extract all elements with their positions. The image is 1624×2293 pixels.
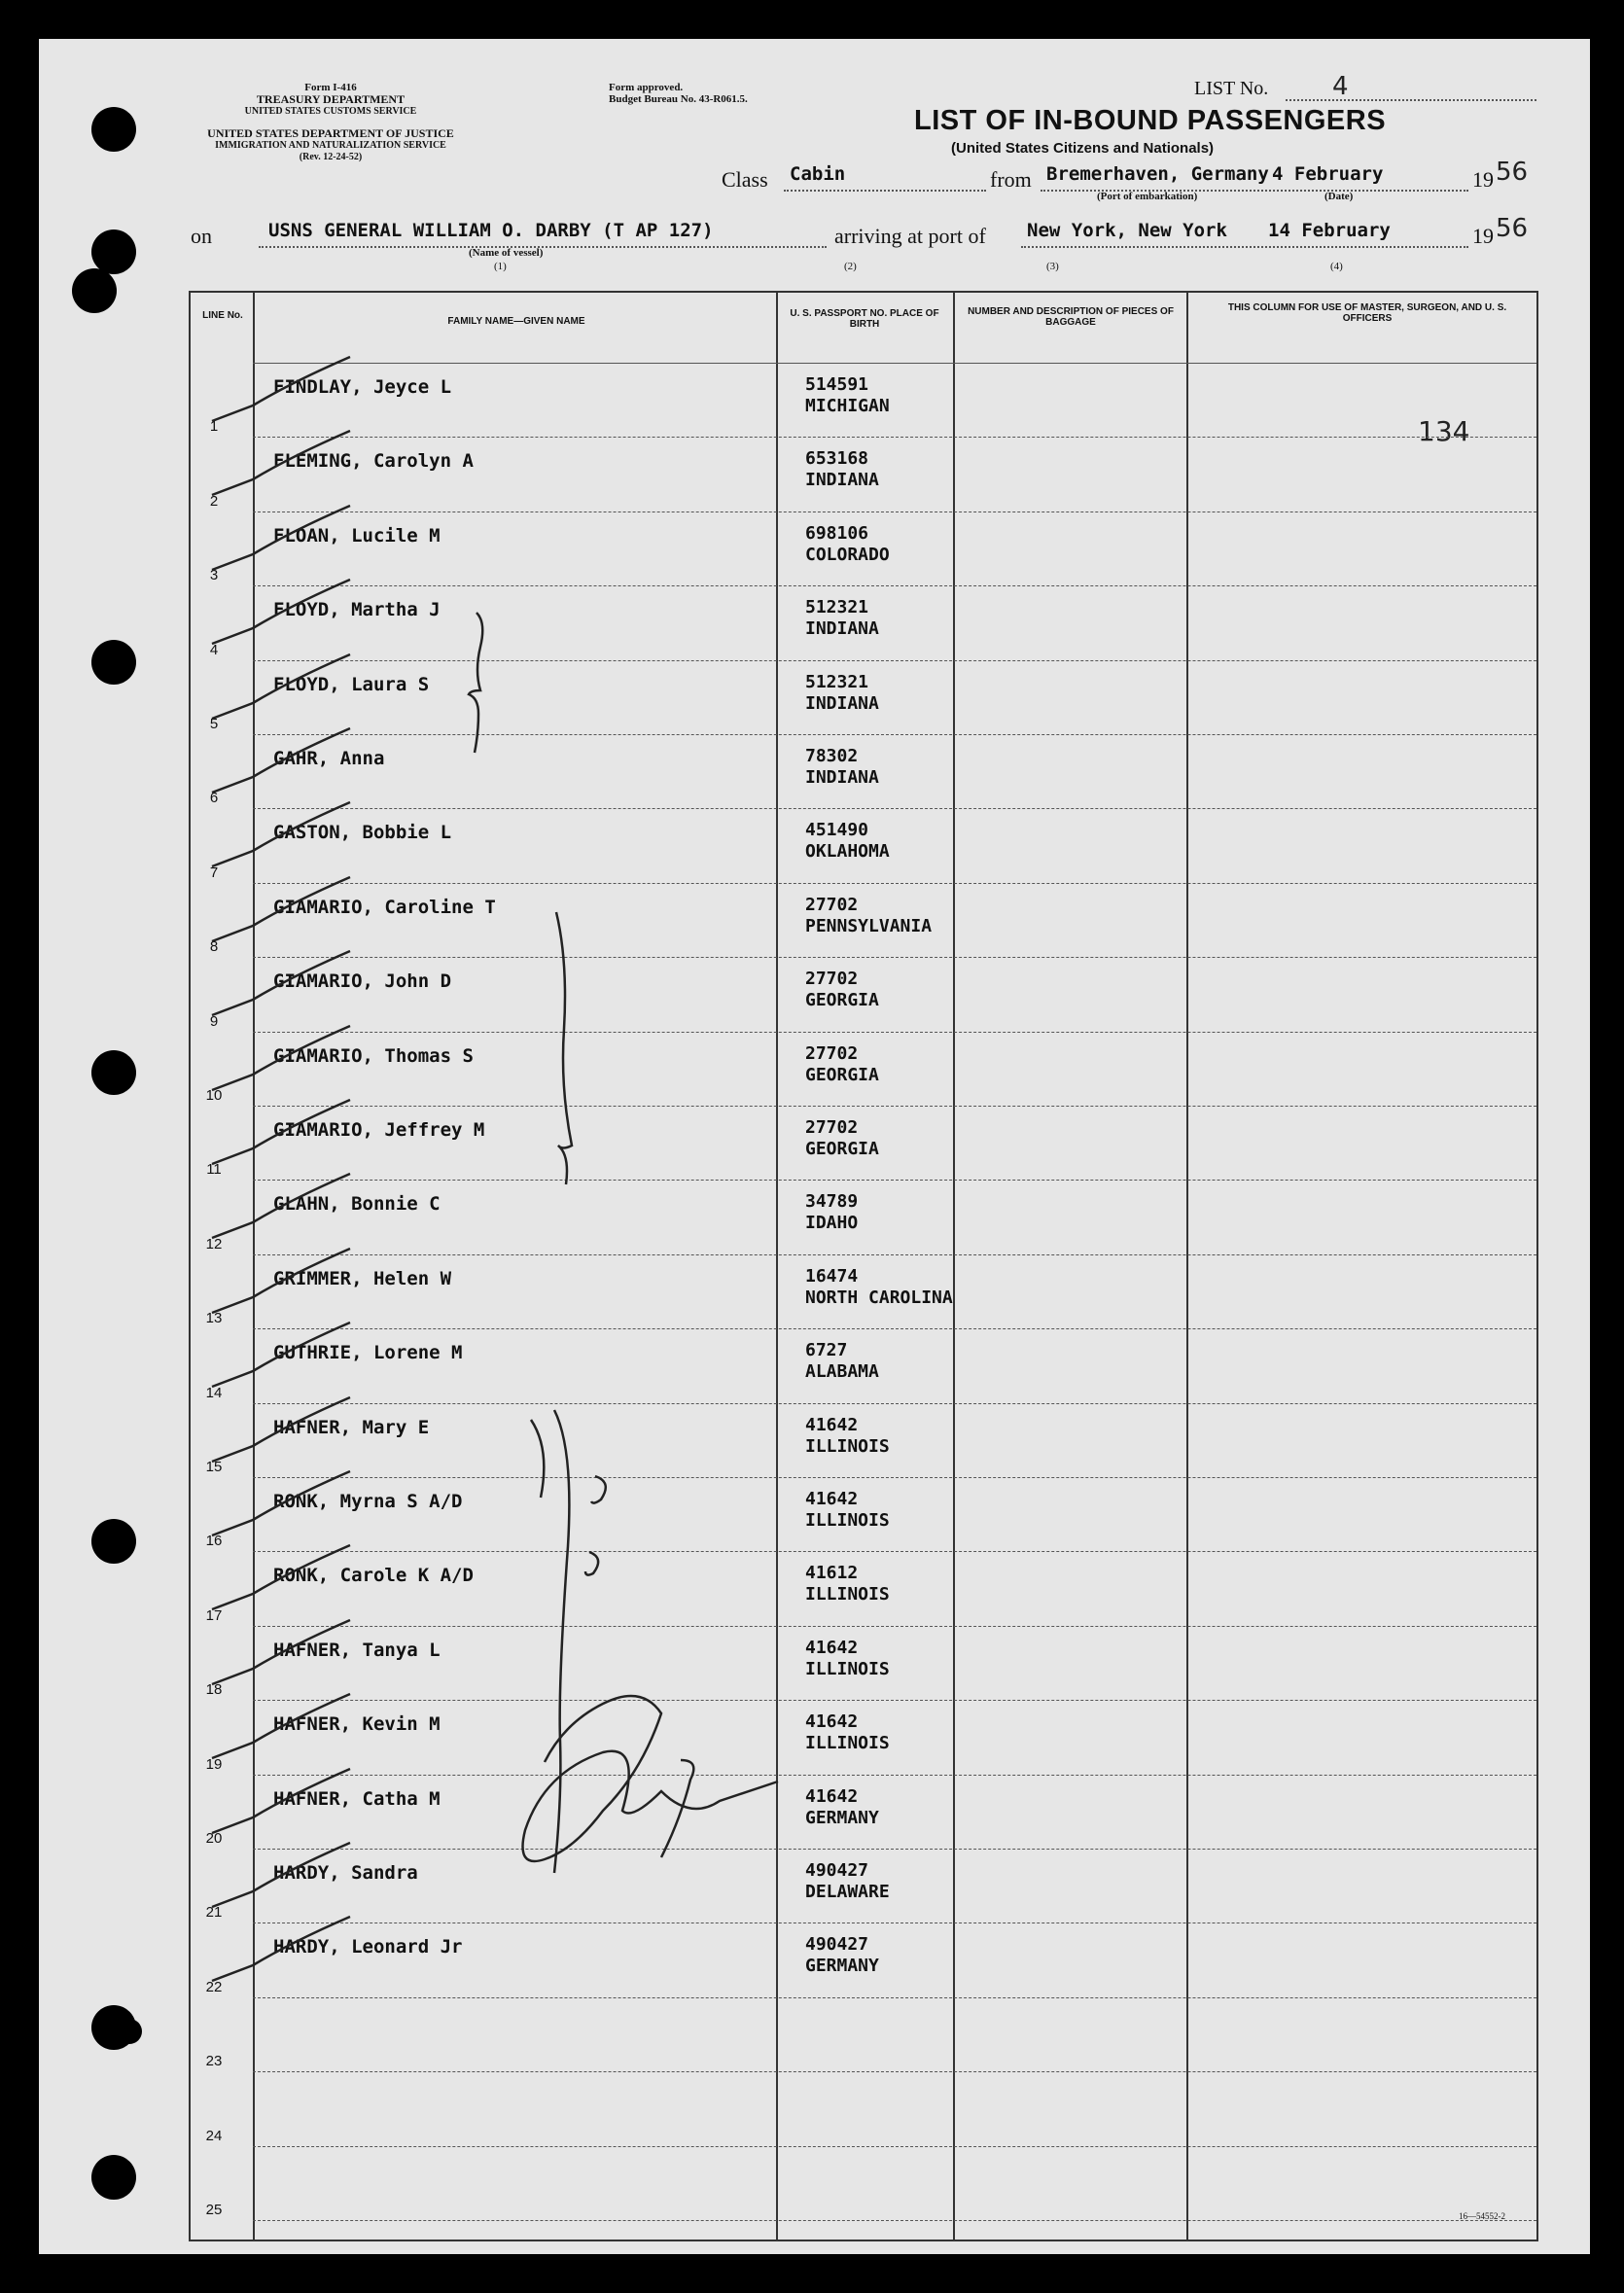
passenger-name: GRIMMER, Helen W [273, 1267, 452, 1289]
place-of-birth: PENNSYLVANIA [805, 915, 933, 936]
line-number: 23 [205, 2053, 223, 2070]
line-number: 25 [205, 2201, 223, 2218]
passenger-name: GIAMARIO, John D [273, 970, 452, 993]
arriving-label: arriving at port of [834, 224, 986, 248]
passport-number: 27702 [805, 1117, 859, 1138]
passport-number: 490427 [805, 1860, 869, 1881]
line-number: 14 [205, 1384, 223, 1401]
place-of-birth: IDAHO [805, 1213, 859, 1234]
passenger-name: FLOAN, Lucile M [273, 524, 441, 547]
page-title: LIST OF IN-BOUND PASSENGERS [914, 105, 1387, 136]
line-number: 1 [209, 418, 219, 436]
passport-number: 41642 [805, 1637, 859, 1658]
line-number: 20 [205, 1829, 223, 1847]
passport-number: 41642 [805, 1489, 859, 1509]
line-number: 2 [209, 492, 219, 510]
line-number: 5 [209, 715, 219, 732]
document-page [39, 39, 1590, 2254]
vessel-caption: (Name of vessel) [469, 247, 544, 259]
passenger-name: GASTON, Bobbie L [273, 822, 452, 844]
arrival-port: New York, New York [1027, 220, 1227, 241]
place-of-birth: ILLINOIS [805, 1733, 890, 1754]
budget-bureau: Budget Bureau No. 43-R061.5. [609, 93, 748, 105]
class-value: Cabin [790, 163, 846, 185]
passport-number: 27702 [805, 894, 859, 915]
place-of-birth: GEORGIA [805, 1139, 879, 1159]
vessel-name: USNS GENERAL WILLIAM O. DARBY (T AP 127) [268, 220, 714, 241]
bracket-mark [556, 912, 572, 1184]
place-of-birth: GEORGIA [805, 1064, 879, 1085]
line-number: 7 [209, 864, 219, 881]
line-number: 16 [205, 1533, 223, 1550]
passport-number: 16474 [805, 1265, 859, 1287]
passenger-name: FINDLAY, Jeyce L [273, 376, 452, 398]
on-label: on [191, 224, 212, 248]
passenger-name: FLOYD, Laura S [273, 673, 430, 695]
passport-number: 41642 [805, 1414, 859, 1435]
passenger-name: GIAMARIO, Jeffrey M [273, 1119, 485, 1141]
col-marker-2: (2) [844, 261, 857, 272]
from-label: from [990, 167, 1032, 192]
header-passport: U. S. PASSPORT NO. PLACE OF BIRTH [790, 308, 939, 330]
passport-number: 34789 [805, 1191, 859, 1213]
passenger-name: GIAMARIO, Caroline T [273, 896, 496, 918]
passport-number: 698106 [805, 522, 869, 544]
passport-number: 512321 [805, 597, 869, 618]
place-of-birth: ILLINOIS [805, 1510, 890, 1531]
passport-number: 41642 [805, 1785, 859, 1807]
customs-service: UNITED STATES CUSTOMS SERVICE [244, 106, 417, 117]
place-of-birth: GERMANY [805, 1956, 879, 1977]
place-of-birth: INDIANA [805, 618, 879, 640]
col-marker-4: (4) [1330, 261, 1343, 272]
passenger-name: GLAHN, Bonnie C [273, 1193, 441, 1216]
passenger-name: HAFNER, Catha M [273, 1787, 441, 1810]
arrival-year: 56 [1496, 214, 1529, 243]
passport-number: 653168 [805, 448, 869, 470]
place-of-birth: ILLINOIS [805, 1435, 890, 1457]
col-marker-1: (1) [494, 261, 507, 272]
passenger-name: GUTHRIE, Lorene M [273, 1342, 463, 1364]
form-approved: Form approved. [609, 82, 684, 93]
line-number: 4 [209, 641, 219, 658]
passenger-name: HARDY, Leonard Jr [273, 1936, 463, 1958]
place-of-birth: INDIANA [805, 470, 879, 491]
line-number: 11 [206, 1161, 222, 1179]
passenger-name: HAFNER, Kevin M [273, 1713, 441, 1736]
passport-number: 490427 [805, 1934, 869, 1956]
list-no-value: 4 [1332, 72, 1349, 101]
officer-note: 134 [1418, 415, 1470, 447]
line-number: 10 [205, 1086, 223, 1104]
passenger-name: RONK, Myrna S A/D [273, 1491, 463, 1512]
line-number: 15 [205, 1458, 223, 1475]
line-number: 19 [205, 1755, 223, 1773]
year-prefix: 19 [1472, 167, 1494, 192]
passenger-name: HAFNER, Tanya L [273, 1639, 441, 1661]
place-of-birth: ALABAMA [805, 1361, 879, 1383]
bracket-mark [554, 1410, 569, 1873]
line-number: 21 [205, 1904, 223, 1922]
line-number: 8 [209, 938, 219, 956]
passport-number: 6727 [805, 1340, 848, 1361]
page-subtitle: (United States Citizens and Nationals) [951, 140, 1215, 157]
treasury-dept: TREASURY DEPARTMENT [256, 92, 406, 106]
place-of-birth: ILLINOIS [805, 1658, 890, 1679]
place-of-birth: COLORADO [805, 544, 890, 565]
pen-marks [39, 39, 1590, 2254]
footer-code: 16—54552-2 [1459, 2211, 1505, 2221]
header-line-no: LINE No. [202, 310, 243, 321]
form-revision: (Rev. 12-24-52) [299, 152, 363, 162]
passenger-name: GAHR, Anna [273, 748, 385, 769]
embarkation-port: Bremerhaven, Germany [1046, 163, 1269, 185]
justice-dept: UNITED STATES DEPARTMENT OF JUSTICE [207, 126, 454, 140]
passport-number: 451490 [805, 820, 869, 841]
passenger-name: HAFNER, Mary E [273, 1416, 430, 1438]
bracket-mark [531, 1420, 544, 1498]
place-of-birth: OKLAHOMA [805, 841, 890, 863]
passenger-name: HARDY, Sandra [273, 1862, 418, 1884]
line-number: 24 [205, 2127, 223, 2144]
list-no-label: LIST No. [1194, 78, 1269, 99]
class-label: Class [722, 167, 768, 192]
passport-number: 41612 [805, 1563, 859, 1584]
embark-year: 56 [1496, 158, 1529, 187]
col-marker-3: (3) [1046, 261, 1059, 272]
arrival-year-prefix: 19 [1472, 224, 1494, 248]
line-number: 6 [209, 790, 219, 807]
date-caption: (Date) [1324, 191, 1354, 202]
place-of-birth: DELAWARE [805, 1882, 890, 1902]
line-number: 3 [209, 567, 219, 584]
form-number: Form I-416 [304, 82, 357, 93]
line-number: 12 [205, 1235, 223, 1252]
d-mark [585, 1552, 598, 1575]
passport-number: 27702 [805, 969, 859, 990]
passenger-name: RONK, Carole K A/D [273, 1565, 474, 1587]
passport-number: 514591 [805, 374, 869, 395]
passport-number: 78302 [805, 746, 859, 766]
header-name: FAMILY NAME—GIVEN NAME [447, 316, 585, 327]
arrival-date: 14 February [1268, 220, 1391, 241]
place-of-birth: MICHIGAN [805, 396, 890, 416]
embarkation-date: 4 February [1272, 163, 1384, 185]
place-of-birth: INDIANA [805, 692, 879, 714]
place-of-birth: INDIANA [805, 767, 879, 788]
line-number: 9 [209, 1012, 219, 1030]
line-number: 13 [205, 1310, 223, 1327]
header-officers: THIS COLUMN FOR USE OF MASTER, SURGEON, AND U. S. OFFICERS [1227, 302, 1507, 324]
port-caption: (Port of embarkation) [1097, 191, 1198, 202]
d-mark [591, 1476, 606, 1503]
place-of-birth: ILLINOIS [805, 1584, 890, 1605]
header-baggage: NUMBER AND DESCRIPTION OF PIECES OF BAGGAGE [968, 306, 1174, 328]
line-number: 22 [205, 1978, 223, 1995]
passenger-name: FLOYD, Martha J [273, 599, 441, 621]
passport-number: 41642 [805, 1711, 859, 1733]
place-of-birth: GEORGIA [805, 990, 879, 1011]
line-number: 17 [205, 1606, 223, 1624]
line-number: 18 [205, 1681, 223, 1699]
passenger-name: GIAMARIO, Thomas S [273, 1044, 474, 1067]
immigration-service: IMMIGRATION AND NATURALIZATION SERVICE [215, 140, 446, 151]
passport-number: 512321 [805, 671, 869, 692]
place-of-birth: GERMANY [805, 1807, 879, 1828]
place-of-birth: NORTH CAROLINA [805, 1287, 953, 1308]
passenger-name: FLEMING, Carolyn A [273, 450, 474, 473]
bracket-mark [469, 613, 482, 753]
passport-number: 27702 [805, 1042, 859, 1064]
